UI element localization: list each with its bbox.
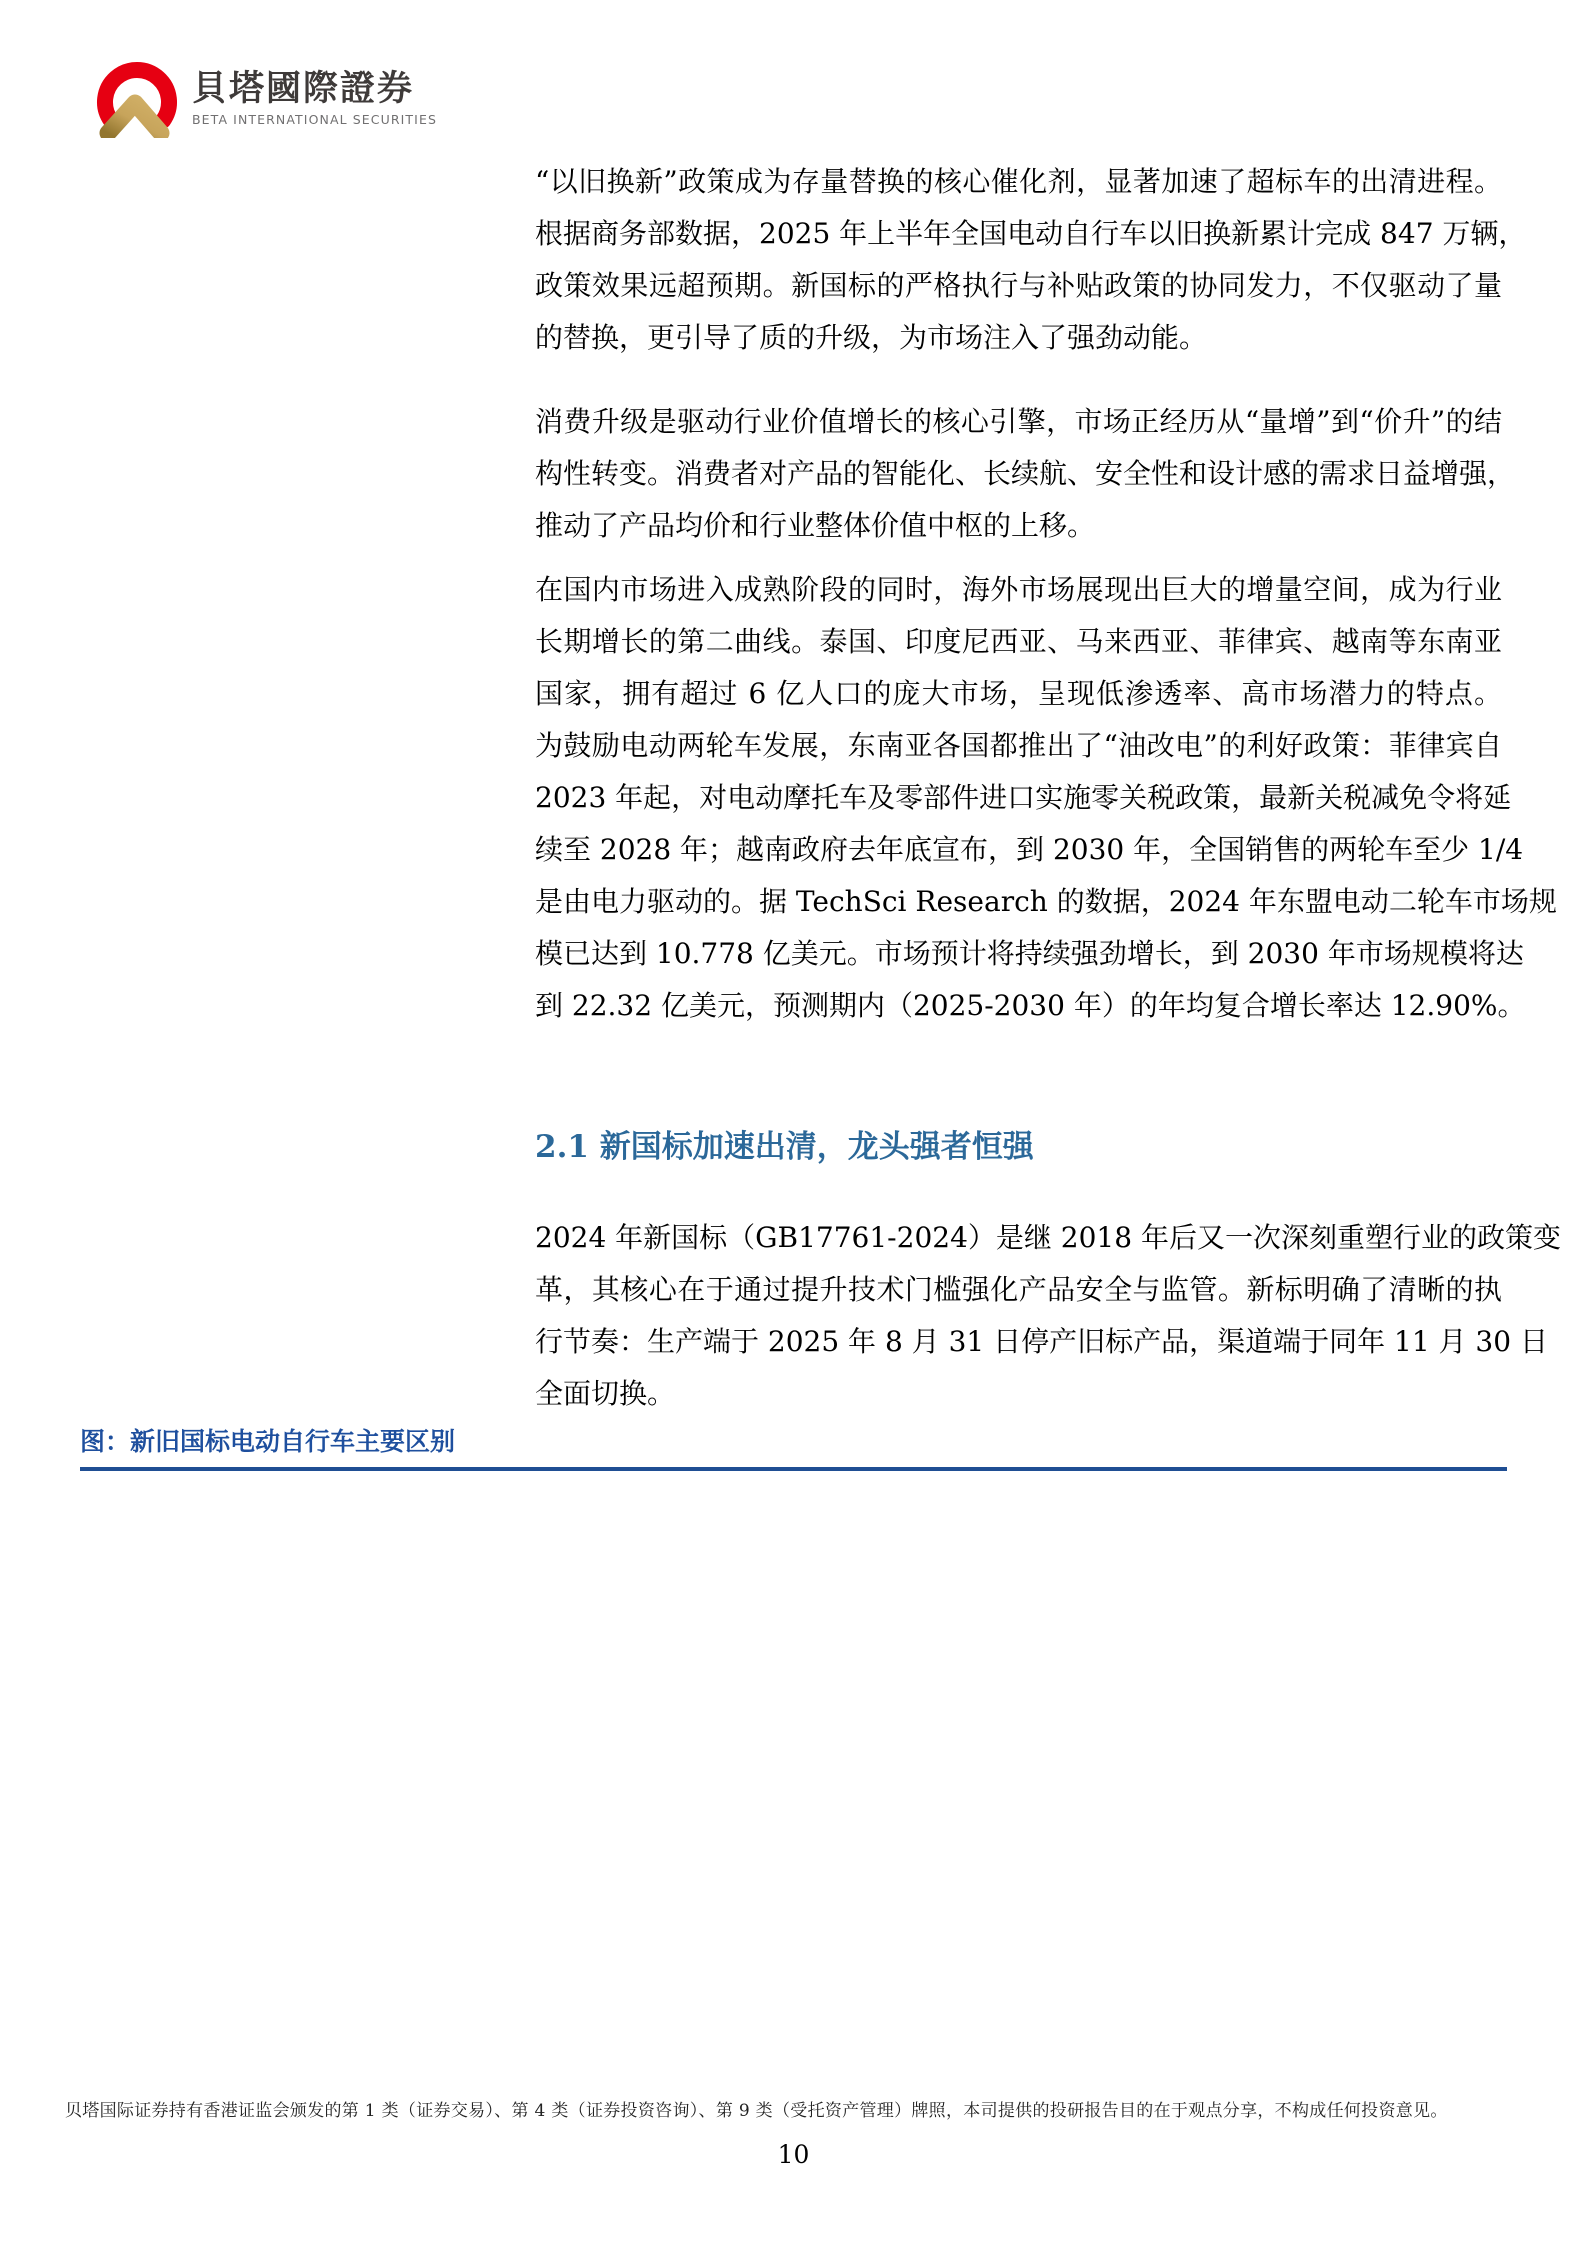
text-line: 模已达到 10.778 亿美元。市场预计将持续强劲增长，到 2030 年市场规模将达 [535, 937, 1524, 970]
text-line: 推动了产品均价和行业整体价值中枢的上移。 [535, 509, 1096, 542]
brand-name [192, 60, 437, 127]
text-line: 构性转变。消费者对产品的智能化、长续航、安全性和设计感的需求日益增强， [535, 457, 1516, 490]
text-line: 政策效果远超预期。新国标的严格执行与补贴政策的协同发力，不仅驱动了量 [535, 269, 1502, 302]
text-line: 在国内市场进入成熟阶段的同时，海外市场展现出巨大的增量空间，成为行业 [535, 573, 1502, 606]
beta-securities-logo-icon [95, 60, 179, 138]
brand-name-en: BETA INTERNATIONAL SECURITIES [192, 111, 437, 127]
figure-caption: 图：新旧国标电动自行车主要区别 [80, 1427, 456, 1456]
text-line: 2024 年新国标（GB17761-2024）是继 2018 年后又一次深刻重塑行业的政策变 [535, 1221, 1561, 1254]
text-line: 全面切换。 [535, 1377, 676, 1410]
page-number: 10 [777, 2140, 810, 2169]
brand-logo [95, 60, 437, 138]
text-line: “以旧换新”政策成为存量替换的核心催化剂，显著加速了超标车的出清进程。 [535, 165, 1502, 198]
brand-name-zh: 貝塔國際證券 [192, 69, 415, 109]
text-line: 长期增长的第二曲线。泰国、印度尼西亚、马来西亚、菲律宾、越南等东南亚 [535, 625, 1502, 658]
text-line: 为鼓励电动两轮车发展，东南亚各国都推出了“油改电”的利好政策：菲律宾自 [535, 729, 1502, 762]
text-line: 续至 2028 年；越南政府去年底宣布，到 2030 年，全国销售的两轮车至少 1/4 [535, 833, 1524, 866]
text-line: 消费升级是驱动行业价值增长的核心引擎，市场正经历从“量增”到“价升”的结 [535, 405, 1502, 438]
text-line: 革，其核心在于通过提升技术门槛强化产品安全与监管。新标明确了清晰的执 [535, 1273, 1502, 1306]
body-paragraph-consumption-upgrade [535, 396, 1516, 552]
body-paragraph-trade-in-policy [535, 156, 1527, 364]
text-line: 的替换，更引导了质的升级，为市场注入了强劲动能。 [535, 321, 1208, 354]
figure-caption-block [80, 1422, 1507, 1471]
text-line: 国家，拥有超过 6 亿人口的庞大市场，呈现低渗透率、高市场潜力的特点。 [535, 677, 1502, 710]
text-line: 行节奏：生产端于 2025 年 8 月 31 日停产旧标产品，渠道端于同年 11 月 30 日 [535, 1325, 1548, 1358]
body-paragraph-overseas-market [535, 564, 1557, 1032]
text-line: 2023 年起，对电动摩托车及零部件进口实施零关税政策，最新关税减免令将延 [535, 781, 1512, 814]
text-line: 根据商务部数据，2025 年上半年全国电动自行车以旧换新累计完成 847 万辆， [535, 217, 1527, 250]
body-paragraph-new-standard [535, 1212, 1561, 1420]
section-heading-2-1: 2.1 新国标加速出清，龙头强者恒强 [535, 1129, 1034, 1165]
footer-disclaimer: 贝塔国际证券持有香港证监会颁发的第 1 类（证券交易）、第 4 类（证券投资咨询）、第 9 类（受托资产管理）牌照，本司提供的投研报告目的在于观点分享，不构成任何投资意见。 [65, 2101, 1448, 2121]
text-line: 是由电力驱动的。据 TechSci Research 的数据，2024 年东盟电动二轮车市场规 [535, 885, 1557, 918]
text-line: 到 22.32 亿美元，预测期内（2025-2030 年）的年均复合增长率达 12.90%。 [535, 989, 1526, 1022]
